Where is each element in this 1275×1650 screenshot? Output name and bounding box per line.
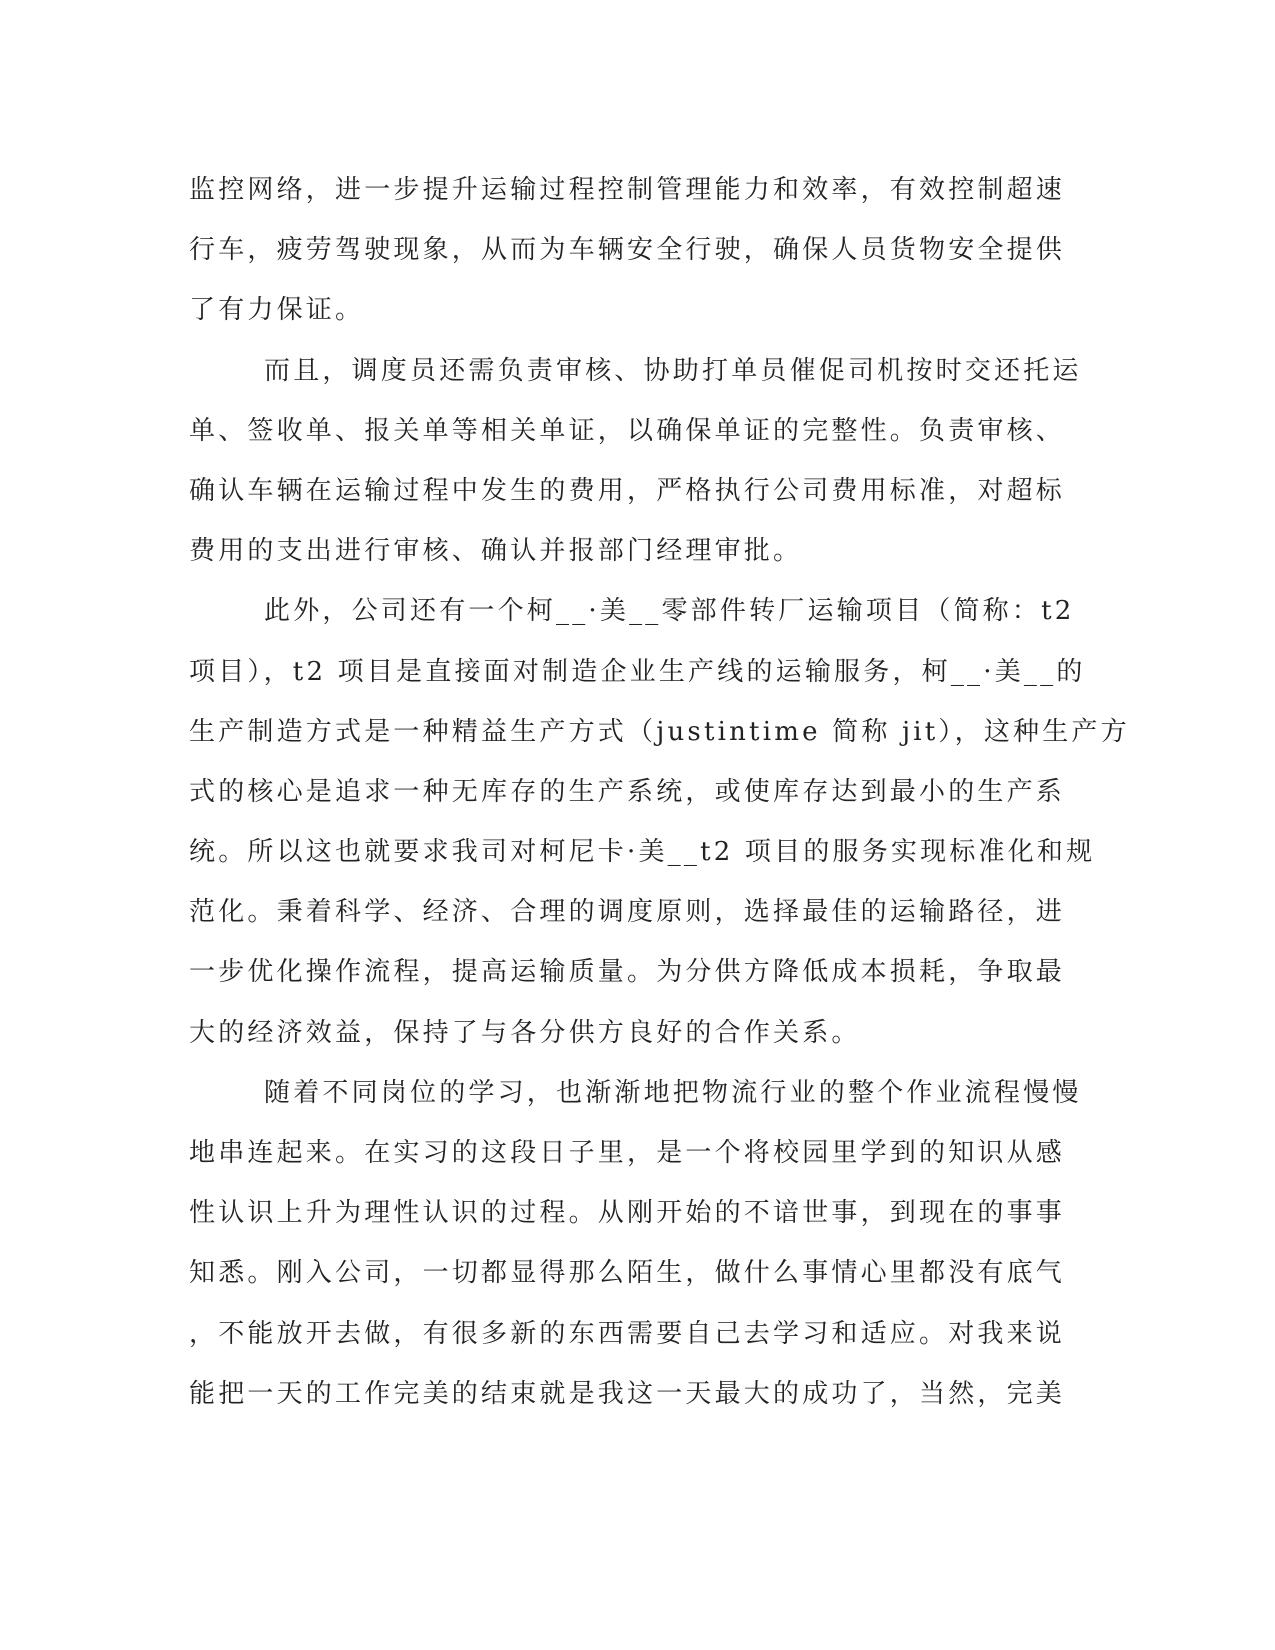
- text-line: 地串连起来。在实习的这段日子里，是一个将校园里学到的知识从感: [189, 1138, 1066, 1168]
- text-line: 项目），t2 项目是直接面对制造企业生产线的运输服务，柯__·美__的: [189, 656, 1086, 687]
- paragraph-start-line: 随着不同岗位的学习，也渐渐地把物流行业的整个作业流程慢慢: [264, 1077, 1082, 1108]
- paragraph-start-line: 而且，调度员还需负责审核、协助打单员催促司机按时交还托运: [264, 355, 1082, 386]
- text-line: 费用的支出进行审核、确认并报部门经理审批。: [189, 536, 803, 567]
- text-line: 了有力保证。: [189, 295, 365, 326]
- text-line: 性认识上升为理性认识的过程。从刚开始的不谙世事，到现在的事事: [189, 1198, 1066, 1229]
- text-line: 范化。秉着科学、经济、合理的调度原则，选择最佳的运输路径，进: [189, 897, 1066, 928]
- text-line: 式的核心是追求一种无库存的生产系统，或使库存达到最小的生产系: [189, 776, 1066, 807]
- text-line: 确认车辆在运输过程中发生的费用，严格执行公司费用标准，对超标: [189, 475, 1066, 506]
- text-line: ，不能放开去做，有很多新的东西需要自己去学习和适应。对我来说: [189, 1318, 1066, 1349]
- text-line: 一步优化操作流程，提高运输质量。为分供方降低成本损耗，争取最: [189, 957, 1066, 988]
- text-line: 单、签收单、报关单等相关单证，以确保单证的完整性。负责审核、: [189, 415, 1066, 446]
- text-line: 统。所以这也就要求我司对柯尼卡·美__t2 项目的服务实现标准化和规: [189, 837, 1096, 868]
- text-line: 生产制造方式是一种精益生产方式（justintime 简称 jit），这种生产方: [189, 716, 1130, 747]
- text-line: 行车，疲劳驾驶现象，从而为车辆安全行驶，确保人员货物安全提供: [189, 235, 1066, 266]
- text-line: 监控网络，进一步提升运输过程控制管理能力和效率，有效控制超速: [189, 175, 1066, 205]
- text-line: 大的经济效益，保持了与各分供方良好的合作关系。: [189, 1017, 861, 1048]
- text-line: 能把一天的工作完美的结束就是我这一天最大的成功了，当然，完美: [189, 1378, 1066, 1409]
- text-line: 知悉。刚入公司，一切都显得那么陌生，做什么事情心里都没有底气: [189, 1258, 1066, 1289]
- body-text: [189, 160, 1130, 1424]
- paragraph-start-line: 此外，公司还有一个柯__·美__零部件转厂运输项目（简称：t2: [264, 596, 1075, 627]
